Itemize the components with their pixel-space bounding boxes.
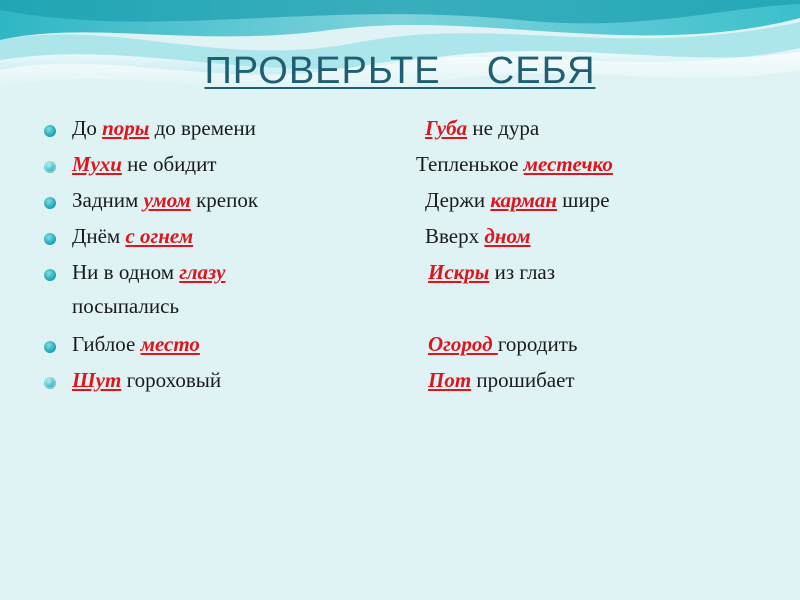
plain-text: крепок (190, 188, 259, 212)
proverb-right (425, 116, 539, 141)
keyword-text: с огнем (125, 224, 194, 248)
teal-circle-icon (44, 233, 56, 245)
proverb-left-continuation: посыпались (72, 294, 180, 318)
teal-circle-icon (44, 377, 56, 389)
plain-text: из глаз (489, 260, 556, 284)
plain-text: шире (557, 188, 610, 212)
plain-text: прошибает (471, 368, 575, 392)
plain-text: гороховый (121, 368, 222, 392)
plain-text: городить (497, 332, 578, 356)
proverb-left (72, 188, 258, 213)
plain-text: Днём (72, 224, 126, 248)
proverb-left (72, 116, 256, 141)
proverb-right (428, 332, 577, 357)
proverb-right (416, 152, 613, 177)
keyword-text: глазу (179, 260, 226, 284)
plain-text: Держи (425, 188, 491, 212)
plain-text: Гиблое (72, 332, 141, 356)
plain-text: не дура (467, 116, 540, 140)
plain-text: До (72, 116, 103, 140)
teal-circle-icon (44, 197, 56, 209)
teal-circle-icon (44, 269, 56, 281)
keyword-text: местечко (523, 152, 613, 176)
page-title: ПРОВЕРЬТЕ СЕБЯ (204, 50, 596, 92)
plain-text: Тепленькое (416, 152, 524, 176)
proverb-right (425, 224, 531, 249)
proverb-right (428, 260, 555, 285)
keyword-text: карман (490, 188, 558, 212)
keyword-text: Мухи (72, 152, 122, 176)
proverb-left (72, 332, 200, 357)
plain-text: Ни в одном (72, 260, 180, 284)
keyword-text: Пот (428, 368, 472, 392)
teal-circle-icon (44, 341, 56, 353)
keyword-text: поры (102, 116, 150, 140)
keyword-text: Огород (428, 332, 498, 356)
plain-text: до времени (149, 116, 256, 140)
proverb-right (425, 188, 610, 213)
teal-circle-icon (44, 161, 56, 173)
proverb-left (72, 368, 221, 393)
keyword-text: Шут (72, 368, 122, 392)
proverb-right (428, 368, 575, 393)
keyword-text: место (140, 332, 200, 356)
proverb-left (72, 152, 217, 177)
teal-circle-icon (44, 125, 56, 137)
keyword-text: Губа (425, 116, 468, 140)
keyword-text: Искры (428, 260, 490, 284)
keyword-text: дном (484, 224, 531, 248)
plain-text: Вверх (425, 224, 485, 248)
plain-text: Задним (72, 188, 144, 212)
keyword-text: умом (143, 188, 191, 212)
plain-text: не обидит (121, 152, 217, 176)
proverb-left (72, 260, 225, 285)
proverb-left (72, 224, 193, 249)
